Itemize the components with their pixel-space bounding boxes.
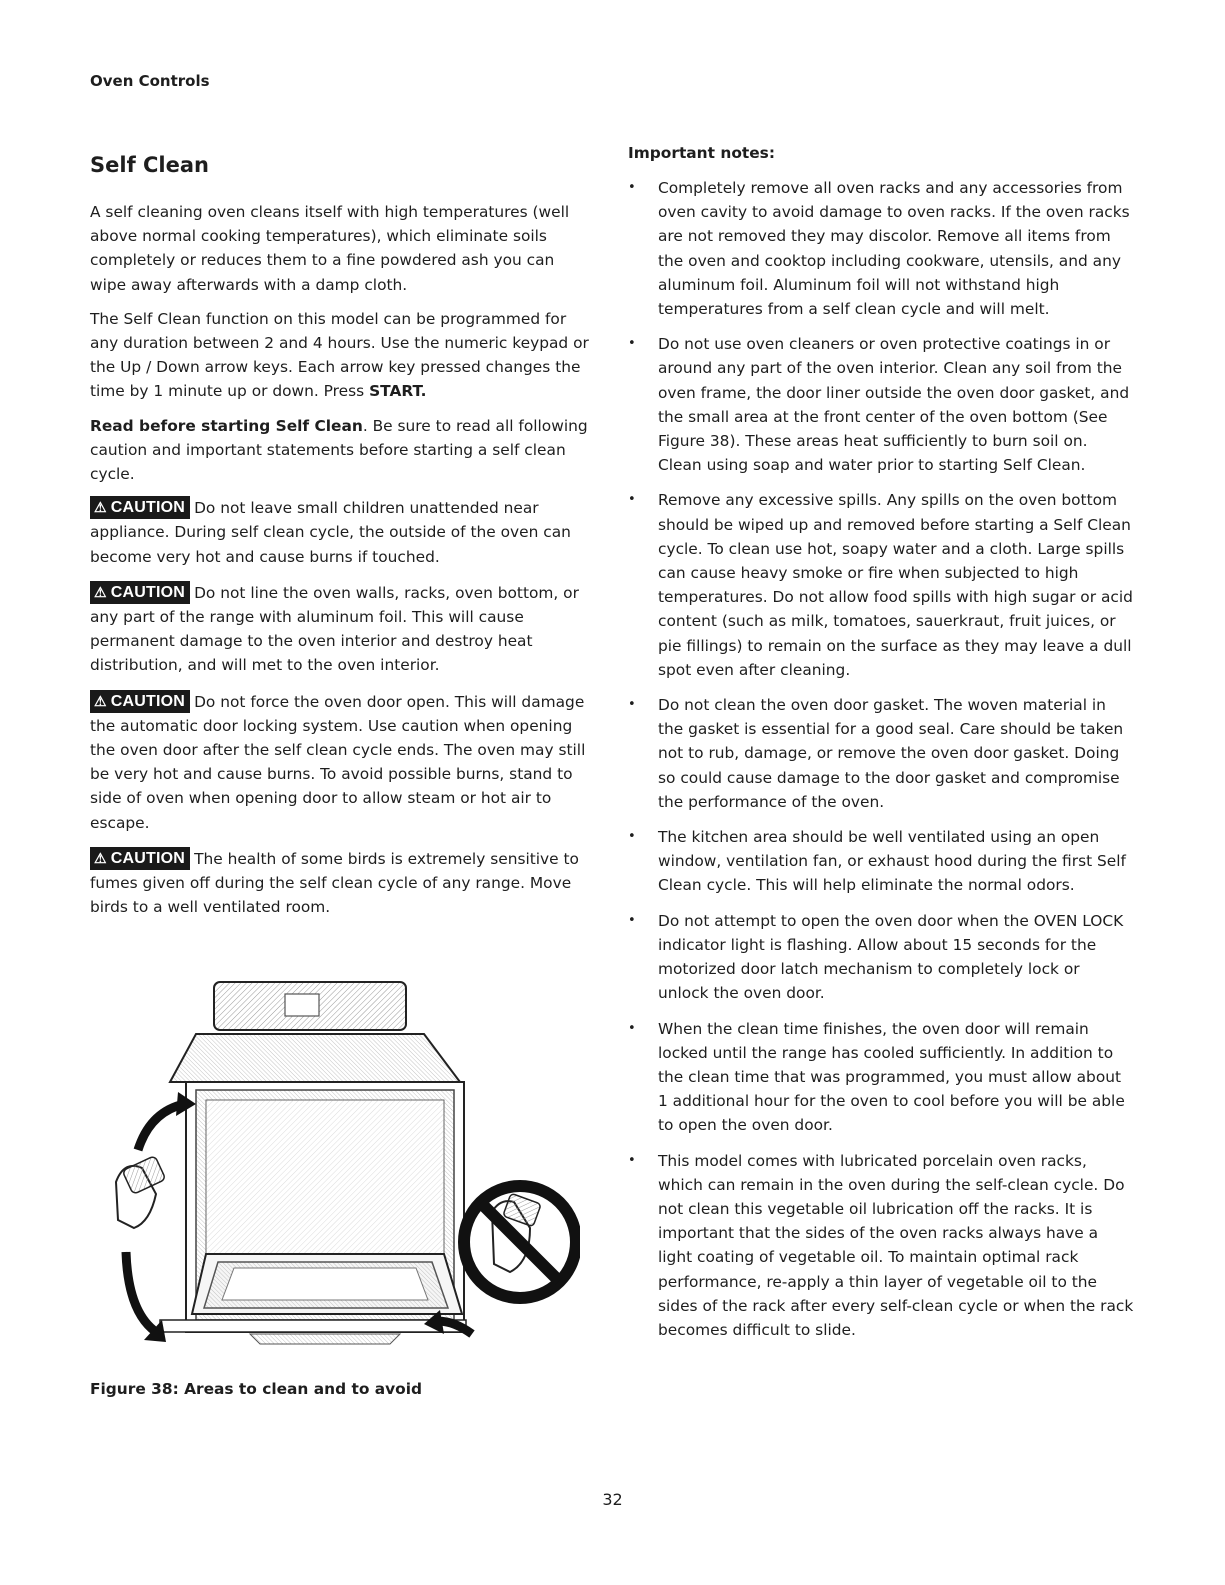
section-header: Oven Controls bbox=[90, 72, 210, 90]
caution-paragraph-1 bbox=[90, 496, 592, 569]
note-text: The kitchen area should be well ventilated using an open window, ventilation fan, or exhaust hood during the first Self Clean cycle. This will help eliminate the normal odors. bbox=[658, 828, 1126, 895]
intro-2-text: The Self Clean function on this model can be programmed for any duration between 2 and 4 hours. Use the numeric keypad or the Up / Down arrow keys. Each arrow key pressed changes the time by 1 minute up or down. Press bbox=[90, 309, 589, 401]
oven-backguard bbox=[214, 982, 406, 1030]
caution-label: CAUTION bbox=[110, 499, 186, 517]
intro-paragraph-1: A self cleaning oven cleans itself with high temperatures (well above normal cooking temperatures), which eliminate soils completely or reduces them to a fine powdered ash you can wipe away afterwards with a damp cloth. bbox=[90, 203, 570, 294]
page-title: Self Clean bbox=[90, 153, 209, 177]
caution-badge bbox=[90, 690, 190, 713]
list-item bbox=[628, 332, 1134, 477]
note-text: Do not clean the oven door gasket. The woven material in the gasket is essential for a good seal. Care should be taken not to rub, damage, or remove the oven door gasket. Doing so could cause damage to the door gasket and compromise the performance of the oven. bbox=[658, 696, 1124, 811]
list-item bbox=[628, 488, 1134, 682]
bullet: • bbox=[628, 492, 636, 508]
oven-illustration bbox=[110, 972, 580, 1367]
bullet: • bbox=[628, 1152, 636, 1168]
important-notes-list bbox=[628, 176, 1134, 1342]
bullet: • bbox=[628, 180, 636, 195]
oven-figure bbox=[110, 972, 580, 1367]
warning-triangle-icon: ⚠ bbox=[94, 499, 107, 516]
caution-paragraph-3 bbox=[90, 690, 592, 835]
left-column bbox=[90, 150, 592, 931]
read-before-bold: Read before starting Self Clean bbox=[90, 416, 363, 435]
read-before-paragraph bbox=[90, 414, 592, 487]
caution-badge bbox=[90, 496, 190, 519]
note-text: When the clean time finishes, the oven door will remain locked until the range has cooled sufficiently. In addition to the clean time that was programmed, you must allow about 1 additional hour for the oven to cool before you will be able to open the oven door. bbox=[658, 1019, 1125, 1135]
bullet: • bbox=[628, 697, 636, 713]
warning-triangle-icon: ⚠ bbox=[94, 583, 107, 600]
oven-cooktop bbox=[170, 1034, 460, 1082]
oven-door bbox=[160, 1254, 466, 1344]
caution-label: CAUTION bbox=[110, 692, 186, 710]
intro-paragraph-2 bbox=[90, 307, 592, 404]
note-text: Remove any excessive spills. Any spills on the oven bottom should be wiped up and removed before starting a Self Clean cycle. To clean use hot, soapy water and a cloth. Large spills can cause heavy smoke or fire when subjected to high temperatures. Do not allow food spills with high sugar or acid content (such as milk, tomatoes, sauerkraut, fruit juices, or pie fillings) to remain on the surface as they may leave a dull spot even after cleaning. bbox=[658, 491, 1133, 679]
list-item bbox=[628, 825, 1134, 898]
list-item bbox=[628, 176, 1134, 321]
warning-triangle-icon: ⚠ bbox=[94, 692, 107, 709]
caution-text: Do not leave small children unattended near appliance. During self clean cycle, the outside of the oven can become very hot and cause burns if touched. bbox=[90, 499, 571, 566]
caution-label: CAUTION bbox=[110, 583, 186, 601]
right-column bbox=[628, 141, 1134, 1353]
list-item bbox=[628, 693, 1134, 814]
list-item bbox=[628, 1017, 1134, 1138]
note-text: Completely remove all oven racks and any accessories from oven cavity to avoid damage to oven racks. If the oven racks are not removed they may discolor. Remove all items from the oven and cooktop including cookware, utensils, and any aluminum foil. Aluminum foil will not withstand high temperatures from a self clean cycle and will melt. bbox=[658, 179, 1130, 319]
caution-text: Do not line the oven walls, racks, oven bottom, or any part of the range with aluminum foil. This will cause permanent damage to the oven interior and destroy heat distribution, and will met to the oven interior. bbox=[90, 583, 579, 675]
caution-paragraph-2 bbox=[90, 581, 592, 678]
caution-label: CAUTION bbox=[110, 849, 186, 867]
bullet: • bbox=[628, 829, 636, 845]
figure-caption: Figure 38: Areas to clean and to avoid bbox=[90, 1380, 423, 1398]
note-text: This model comes with lubricated porcelain oven racks, which can remain in the oven during the self-clean cycle. Do not clean this vegetable oil lubrication off the racks. It is important that the sides of the oven racks always have a light coating of vegetable oil. To maintain optimal rack performance, re-apply a thin layer of vegetable oil to the sides of the rack after every self-clean cycle or when the rack becomes difficult to slide. bbox=[658, 1151, 1134, 1339]
note-text: Do not attempt to open the oven door when the OVEN LOCK indicator light is flashing. Allow about 15 seconds for the motorized door latch mechanism to completely lock or unlock the oven door. bbox=[658, 911, 1124, 1003]
page-number: 32 bbox=[602, 1490, 623, 1509]
bullet: • bbox=[628, 912, 636, 928]
important-notes-heading: Important notes: bbox=[628, 144, 776, 162]
hand-sponge-icon bbox=[116, 1156, 166, 1228]
warning-triangle-icon: ⚠ bbox=[94, 849, 107, 866]
note-text: Do not use oven cleaners or oven protective coatings in or around any part of the oven interior. Clean any soil from the oven frame, the door liner outside the oven door gasket, and the small area at the front center of the oven bottom (See Figure 38). These areas heat sufficiently to burn soil on. Clean using soap and water prior to starting Self Clean. bbox=[658, 335, 1130, 475]
caution-text: Do not force the oven door open. This will damage the automatic door locking system. Use caution when opening the oven door after the self clean cycle ends. The oven may still be very hot and cause burns. To avoid possible burns, stand to side of oven when opening door to allow steam or hot air to escape. bbox=[90, 692, 586, 832]
list-item bbox=[628, 909, 1134, 1006]
caution-badge bbox=[90, 581, 190, 604]
bullet: • bbox=[628, 1020, 636, 1036]
list-item bbox=[628, 1149, 1134, 1343]
start-key-label: START. bbox=[369, 382, 427, 401]
caution-text: The health of some birds is extremely sensitive to fumes given off during the self clean cycle of any range. Move birds to a well ventilated room. bbox=[90, 849, 579, 917]
bullet: • bbox=[628, 336, 636, 352]
caution-badge bbox=[90, 847, 190, 870]
caution-paragraph-4 bbox=[90, 847, 592, 920]
read-before-text: . Be sure to read all following caution and important statements before starting a self clean cycle. bbox=[90, 416, 588, 484]
